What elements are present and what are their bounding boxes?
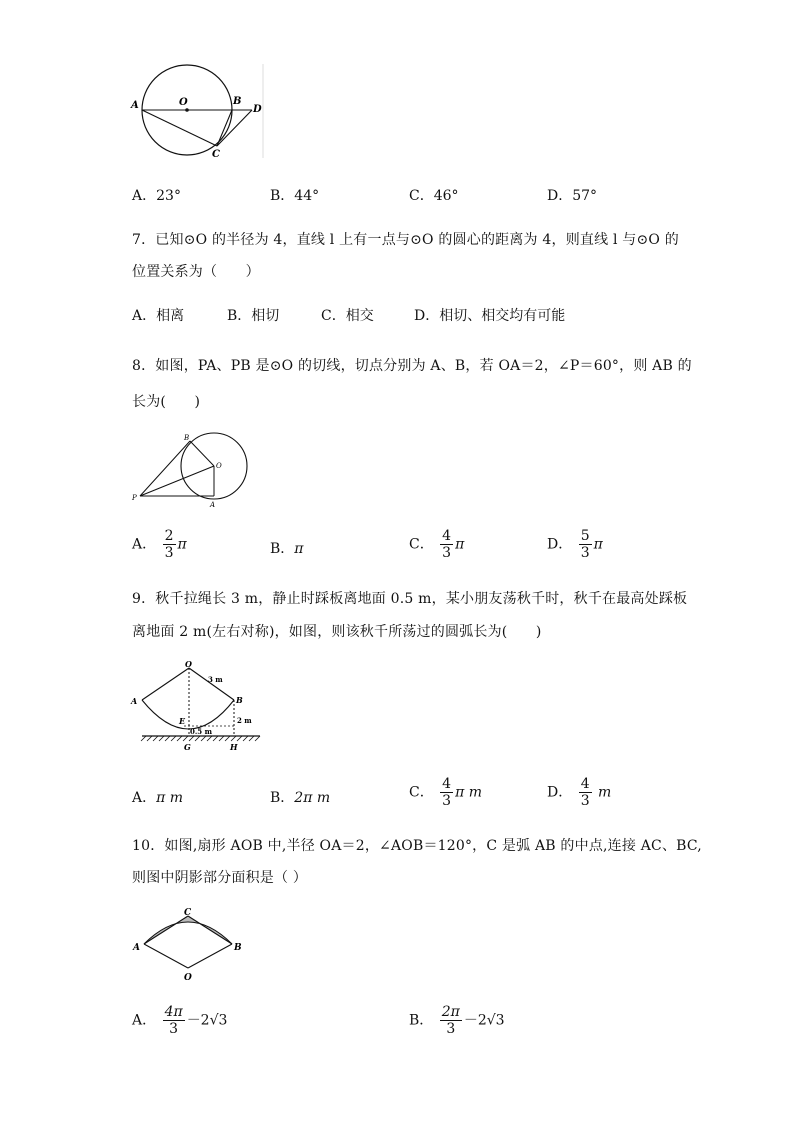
q9-label-H: H: [230, 742, 238, 752]
q6-option-c[interactable]: C．46°: [409, 188, 459, 204]
q6-label-D: D: [253, 104, 262, 115]
q6-label-C: C: [212, 149, 220, 160]
q6-label-O: O: [179, 97, 188, 108]
q10-label-A: A: [133, 943, 140, 953]
q10-stem-line2: 则图中阴影部分面积是（ ）: [132, 870, 308, 886]
q10-stem-line1: 10．如图,扇形 AOB 中,半径 OA＝2，∠AOB＝120°，C 是弧 AB 的中点,连接 AC、BC,: [132, 838, 702, 854]
q7-option-c[interactable]: C．相交: [321, 308, 374, 324]
q9-stem-line2: 离地面 2 m(左右对称)，如图，则该秋千所荡过的圆弧长为( ): [132, 624, 542, 640]
q6-option-b[interactable]: B．44°: [270, 188, 320, 204]
q7-option-b[interactable]: B．相切: [227, 308, 280, 324]
q8-label-B: B: [184, 434, 190, 442]
q8-label-P: P: [132, 494, 137, 502]
fraction: $\frac{4\pi}{3}$: [164, 1004, 183, 1037]
q6-option-a[interactable]: A．23°: [132, 188, 181, 204]
q10-label-O: O: [184, 973, 192, 983]
q9-label-O: O: [185, 660, 192, 669]
q9-label-G: G: [184, 742, 191, 752]
q10-label-B: B: [234, 943, 242, 953]
q9-label-B: B: [236, 695, 243, 705]
q8-option-d[interactable]: D． $\frac{5}{3}$ π: [547, 528, 603, 561]
q9-stem-line1: 9．秋千拉绳长 3 m，静止时踩板离地面 0.5 m，某小朋友荡秋千时，秋千在最高处踩板: [132, 591, 688, 607]
fraction: $\frac{4}{3}$: [580, 776, 590, 809]
q6-label-B: B: [233, 96, 242, 107]
fraction: $\frac{4}{3}$: [442, 776, 452, 809]
q8-option-c[interactable]: C． $\frac{4}{3}$ π: [409, 528, 465, 561]
q9-option-b[interactable]: B．2π m: [270, 790, 331, 806]
fraction: $\frac{2}{3}$: [164, 528, 174, 561]
q9-label-E: E: [179, 716, 186, 726]
q9-label-A: A: [131, 696, 138, 706]
q8-label-A: A: [210, 501, 216, 509]
q9-label-rope: 3 m: [208, 675, 223, 684]
q9-label-height: 2 m: [237, 716, 252, 725]
q7-stem-line1: 7．已知⊙O 的半径为 4，直线 l 上有一点与⊙O 的圆心的距离为 4，则直线 l 与⊙O 的: [132, 232, 679, 248]
fraction: $\frac{2\pi}{3}$: [441, 1004, 460, 1037]
q10-option-a[interactable]: A． $\frac{4\pi}{3}$ －2√3: [132, 1004, 228, 1037]
q6-option-d[interactable]: D．57°: [547, 188, 598, 204]
q8-stem-line1: 8．如图，PA、PB 是⊙O 的切线，切点分别为 A、B，若 OA＝2，∠P＝60°，则 AB 的: [132, 358, 692, 374]
fraction: $\frac{5}{3}$: [580, 528, 590, 561]
q6-label-A: A: [131, 100, 139, 111]
q8-stem-line2: 长为( ): [132, 394, 201, 410]
q7-option-d[interactable]: D．相切、相交均有可能: [414, 308, 566, 324]
q9-option-c[interactable]: C． $\frac{4}{3}$ π m: [409, 776, 483, 809]
q6-figure: [128, 64, 268, 164]
q10-label-C: C: [184, 908, 192, 918]
q8-label-O: O: [216, 462, 222, 470]
q10-figure: [128, 904, 248, 984]
q9-figure: [128, 660, 268, 755]
q7-option-a[interactable]: A．相离: [132, 308, 185, 324]
q8-option-a[interactable]: A． $\frac{2}{3}$ π: [132, 528, 187, 561]
q8-option-b[interactable]: B．π: [270, 541, 304, 557]
q9-option-d[interactable]: D． $\frac{4}{3}$ m: [547, 776, 612, 809]
q7-stem-line2: 位置关系为（ ）: [132, 264, 260, 280]
q10-option-b[interactable]: B． $\frac{2\pi}{3}$ －2√3: [409, 1004, 505, 1037]
q9-option-a[interactable]: A．π m: [132, 790, 184, 806]
q8-figure: [128, 428, 258, 510]
q9-label-seat: 0.5 m: [190, 727, 213, 736]
fraction: $\frac{4}{3}$: [442, 528, 452, 561]
